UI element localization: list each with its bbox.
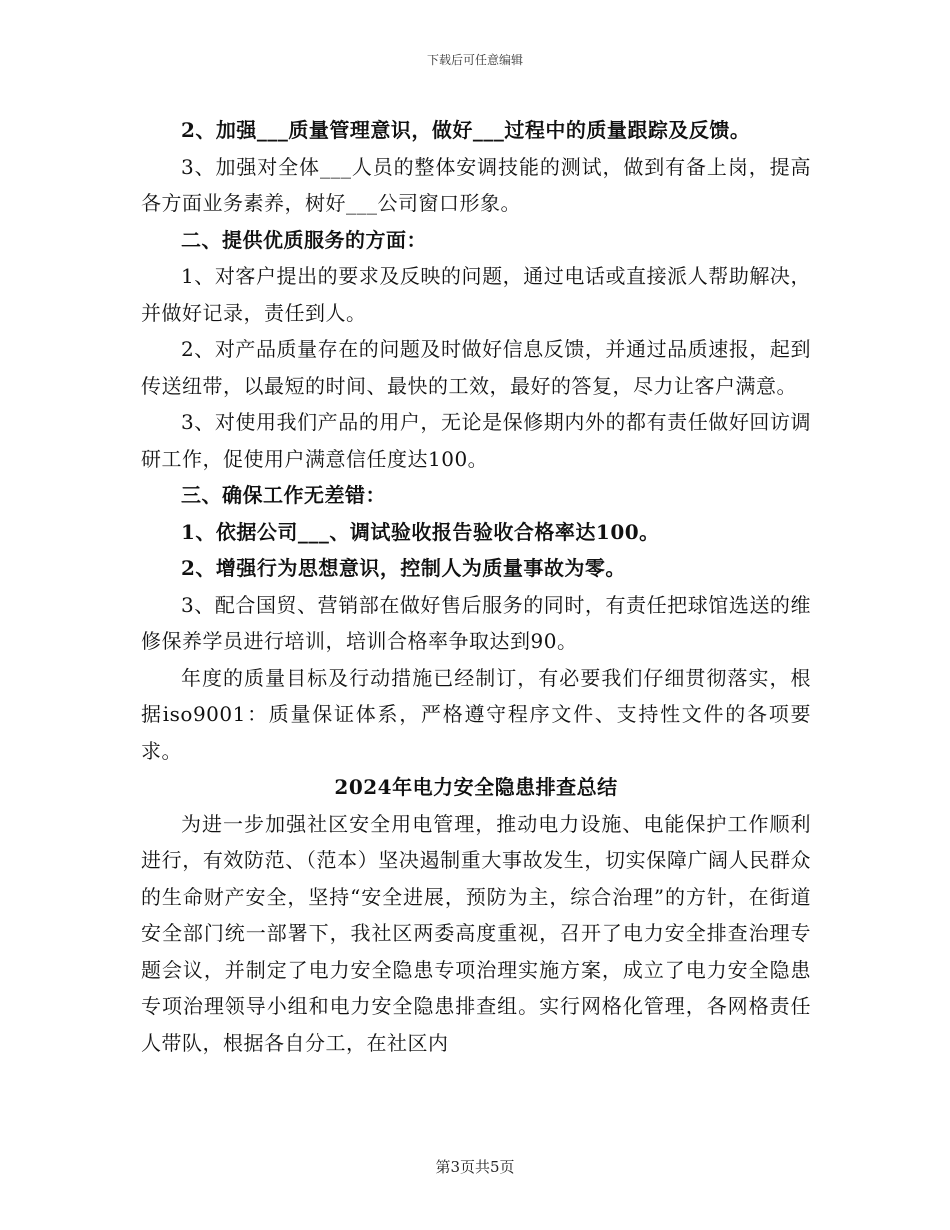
- page-footer: 第3页共5页: [435, 1158, 515, 1176]
- section-heading: 二、提供优质服务的方面：: [181, 227, 427, 252]
- paragraph: 3、对使用我们产品的用户，无论是保修期内外的都有责任做好回访调研工作，促使用户满意信任度达100。: [141, 410, 811, 471]
- page-header: 下载后可任意编辑: [426, 53, 523, 67]
- paragraph: 1、依据公司___、调试验收报告验收合格率达100。: [181, 519, 660, 544]
- paragraph: 2、对产品质量存在的问题及时做好信息反馈，并通过品质速报，起到传送纽带，以最短的时间、最快的工效，最好的答复，尽力让客户满意。: [141, 337, 811, 398]
- paragraph: 3、配合国贸、营销部在做好售后服务的同时，有责任把球馆选送的维修保养学员进行培训，培训合格率争取达到90。: [141, 592, 811, 653]
- document-body: [141, 112, 811, 1061]
- paragraph: 3、加强对全体___人员的整体安调技能的测试，做到有备上岗，提高各方面业务素养，树好___公司窗口形象。: [141, 154, 811, 215]
- paragraph: 年度的质量目标及行动措施已经制订，有必要我们仔细贯彻落实，根据iso9001：质量保证体系，严格遵守程序文件、支持性文件的各项要求。: [141, 665, 811, 763]
- paragraph: 为进一步加强社区安全用电管理，推动电力设施、电能保护工作顺利进行，有效防范、（范本）坚决遏制重大事故发生，切实保障广阔人民群众的生命财产安全，坚持“安全进展，预防为主，综合治理”的方针，在街道安全部门统一部署下，我社区两委高度重视，召开了电力安全排查治理专题会议，并制定了电力安全隐患专项治理实施方案，成立了电力安全隐患专项治理领导小组和电力安全隐患排查组。实行网格化管理，各网格责任人带队，根据各自分工，在社区内: [141, 811, 811, 1055]
- document-title: 2024年电力安全隐患排查总结: [334, 775, 618, 799]
- paragraph: 1、对客户提出的要求及反映的问题，通过电话或直接派人帮助解决，并做好记录，责任到人。: [141, 264, 811, 325]
- paragraph: 2、增强行为思想意识，控制人为质量事故为零。: [181, 556, 626, 580]
- section-heading: 三、确保工作无差错：: [181, 483, 386, 507]
- paragraph: 2、加强___质量管理意识，做好___过程中的质量跟踪及反馈。: [181, 118, 751, 142]
